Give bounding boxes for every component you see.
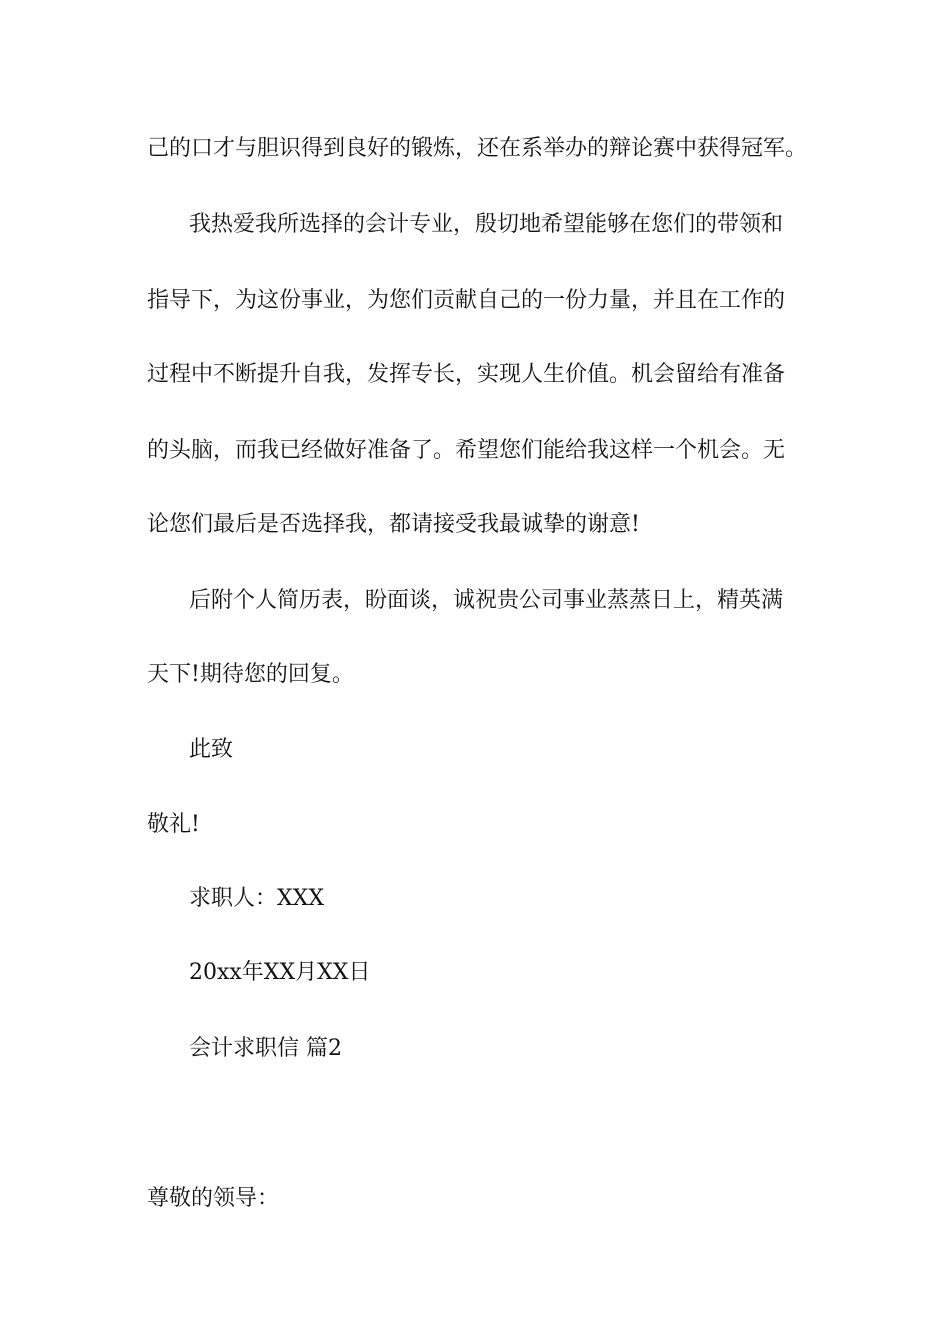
text-line-6: 论您们最后是否选择我，都请接受我最诚挚的谢意! <box>147 512 640 537</box>
text-line-8: 天下!期待您的回复。 <box>147 662 354 687</box>
greeting: 尊敬的领导： <box>147 1186 280 1211</box>
text-line-7: 后附个人简历表，盼面谈，诚祝贵公司事业蒸蒸日上，精英满 <box>189 588 784 613</box>
section-heading: 会计求职信 篇2 <box>189 1036 342 1061</box>
closing-respect: 敬礼! <box>147 812 200 837</box>
closing-salutation: 此致 <box>189 737 234 762</box>
applicant-signature: 求职人：XXX <box>189 886 324 911</box>
text-line-1: 己的口才与胆识得到良好的锻炼，还在系举办的辩论赛中获得冠军。 <box>147 136 808 161</box>
text-line-5: 的头脑，而我已经做好准备了。希望您们能给我这样一个机会。无 <box>147 438 786 463</box>
text-line-3: 指导下，为这份事业，为您们贡献自己的一份力量，并且在工作的 <box>147 288 786 313</box>
text-line-2: 我热爱我所选择的会计专业，殷切地希望能够在您们的带领和 <box>189 212 784 237</box>
text-line-4: 过程中不断提升自我，发挥专长，实现人生价值。机会留给有准备 <box>147 362 786 387</box>
letter-date: 20xx年XX月XX日 <box>189 960 371 985</box>
